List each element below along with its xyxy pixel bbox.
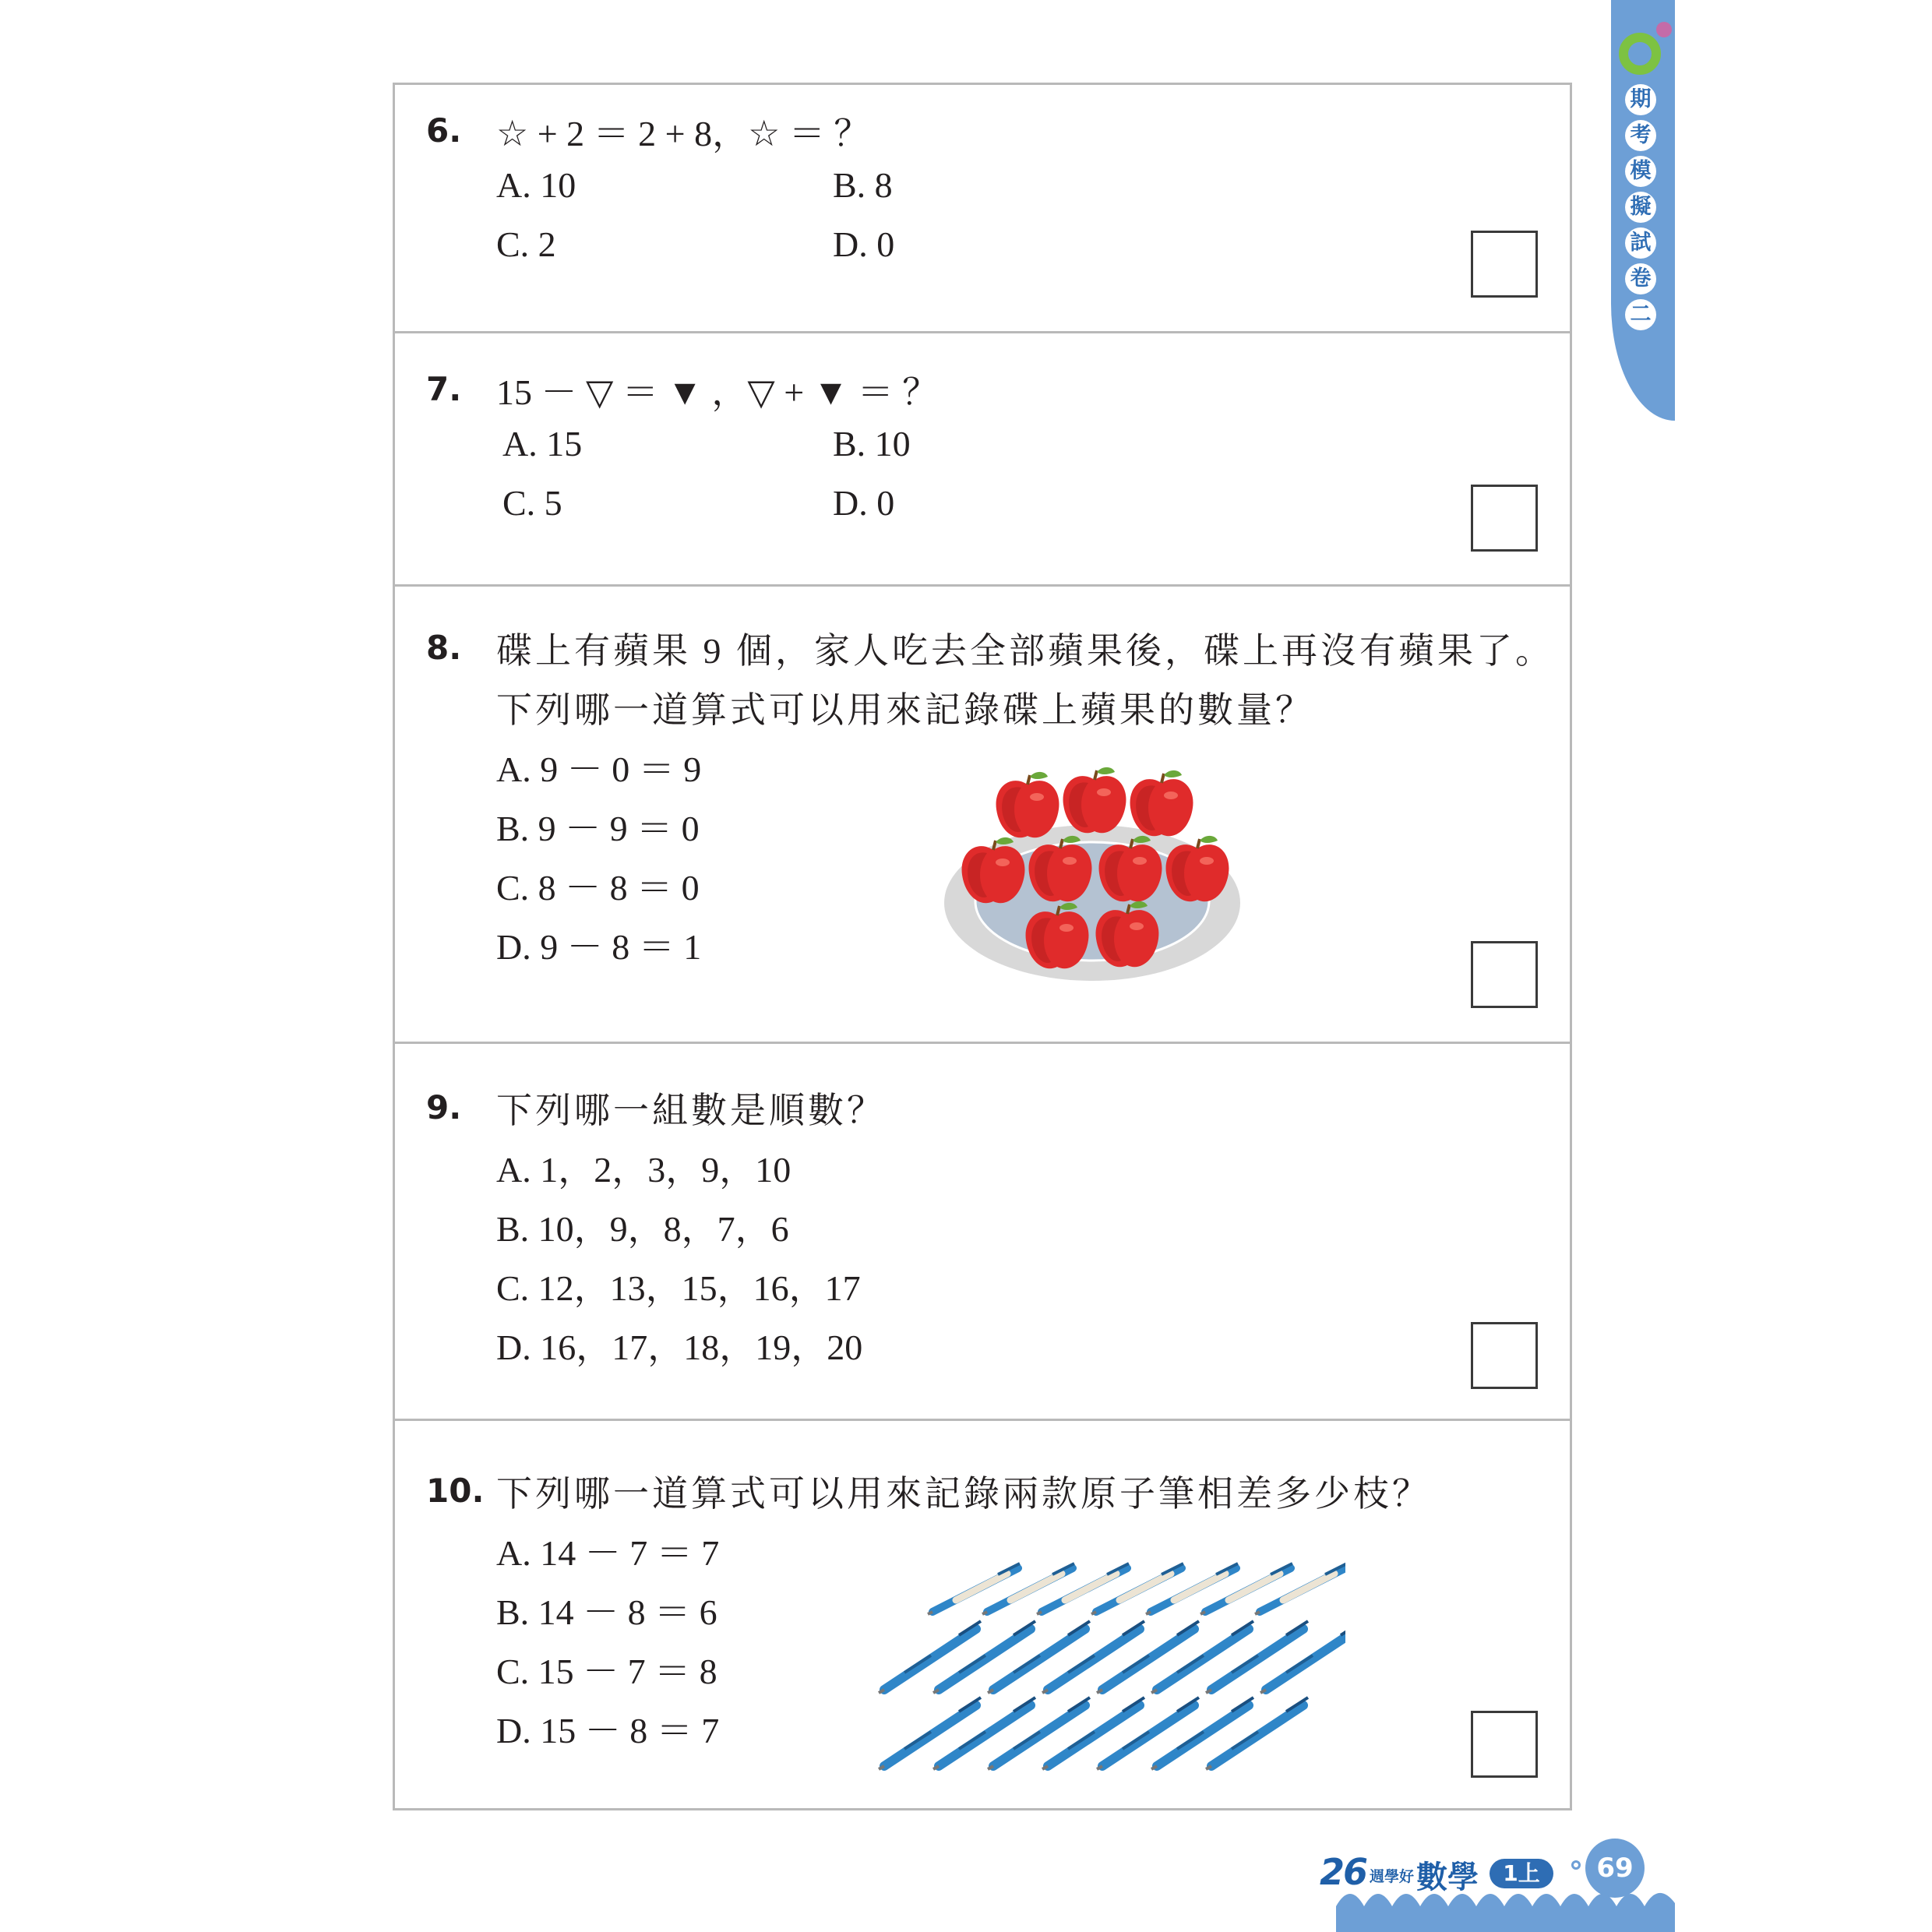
dot-icon: [1656, 22, 1672, 37]
option-d[interactable]: D. 0: [833, 483, 895, 523]
tab-char: 卷: [1625, 263, 1656, 294]
brand-logo-subject: 數學: [1416, 1860, 1479, 1895]
question-stem: 下列哪一組數是順數？: [496, 1091, 886, 1130]
brand-logo-small: 週學好: [1370, 1868, 1415, 1885]
side-tab: [1611, 0, 1675, 421]
question-number: 10.: [426, 1472, 485, 1510]
answer-box[interactable]: [1471, 941, 1538, 1008]
divider: [395, 1419, 1570, 1421]
question-number: 8.: [426, 629, 462, 667]
divider: [395, 331, 1570, 333]
tab-char: 擬: [1625, 192, 1656, 223]
divider: [395, 584, 1570, 587]
answer-box[interactable]: [1471, 1322, 1538, 1389]
tab-char: 模: [1625, 156, 1656, 187]
option-a[interactable]: A. 10: [496, 165, 576, 205]
option-a[interactable]: A. 15: [502, 424, 583, 464]
option-b[interactable]: B. 9 － 9 ＝ 0: [496, 809, 700, 848]
option-c[interactable]: C. 15 － 7 ＝ 8: [496, 1652, 717, 1691]
question-number: 7.: [426, 370, 462, 408]
ring-icon: [1619, 33, 1661, 75]
option-b[interactable]: B. 10，9，8，7，6: [496, 1209, 789, 1249]
tab-char: 二: [1625, 299, 1656, 330]
question-number: 6.: [426, 111, 462, 150]
question-frame: [393, 83, 1572, 1810]
question-number: 9.: [426, 1088, 462, 1126]
answer-box[interactable]: [1471, 1711, 1538, 1778]
tab-char: 期: [1625, 84, 1656, 115]
option-c[interactable]: C. 8 － 8 ＝ 0: [496, 868, 700, 908]
question-stem-line-2: 下列哪一道算式可以用來記錄碟上蘋果的數量？: [496, 690, 1314, 730]
option-d[interactable]: D. 9 － 8 ＝ 1: [496, 927, 702, 967]
option-b[interactable]: B. 10: [833, 424, 911, 464]
brand-logo-number: 26: [1320, 1851, 1367, 1893]
pens-illustration: [862, 1534, 1345, 1783]
option-b[interactable]: B. 14 － 8 ＝ 6: [496, 1592, 717, 1632]
question-stem: ☆ + 2 ＝ 2 + 8，☆ ＝ ？: [496, 114, 870, 153]
option-d[interactable]: D. 15 － 8 ＝ 7: [496, 1711, 720, 1750]
tab-char: 試: [1625, 227, 1656, 259]
option-c[interactable]: C. 12，13，15，16，17: [496, 1268, 861, 1308]
question-stem: 15 － ▽ ＝ ▼ ，▽ + ▼ ＝ ？: [496, 372, 939, 412]
option-b[interactable]: B. 8: [833, 165, 893, 205]
option-c[interactable]: C. 5: [502, 483, 562, 523]
tab-char: 考: [1625, 120, 1656, 151]
answer-box[interactable]: [1471, 485, 1538, 552]
apples-on-plate-illustration: [940, 755, 1252, 981]
page-number: 69: [1585, 1839, 1645, 1898]
question-stem: 下列哪一道算式可以用來記錄兩款原子筆相差多少枝？: [496, 1474, 1431, 1514]
dot-icon: [1571, 1860, 1581, 1870]
grade-badge: 1上: [1490, 1859, 1553, 1888]
wave-decoration: [1336, 1881, 1675, 1932]
divider: [395, 1042, 1570, 1044]
answer-box[interactable]: [1471, 231, 1538, 298]
option-c[interactable]: C. 2: [496, 224, 556, 264]
option-a[interactable]: A. 14 － 7 ＝ 7: [496, 1533, 720, 1573]
option-a[interactable]: A. 9 － 0 ＝ 9: [496, 749, 702, 789]
question-stem-line-1: 碟上有蘋果 9 個，家人吃去全部蘋果後，碟上再沒有蘋果了。: [496, 631, 1554, 671]
option-d[interactable]: D. 16，17，18，19，20: [496, 1327, 863, 1367]
option-a[interactable]: A. 1，2，3，9，10: [496, 1150, 791, 1190]
option-d[interactable]: D. 0: [833, 224, 895, 264]
